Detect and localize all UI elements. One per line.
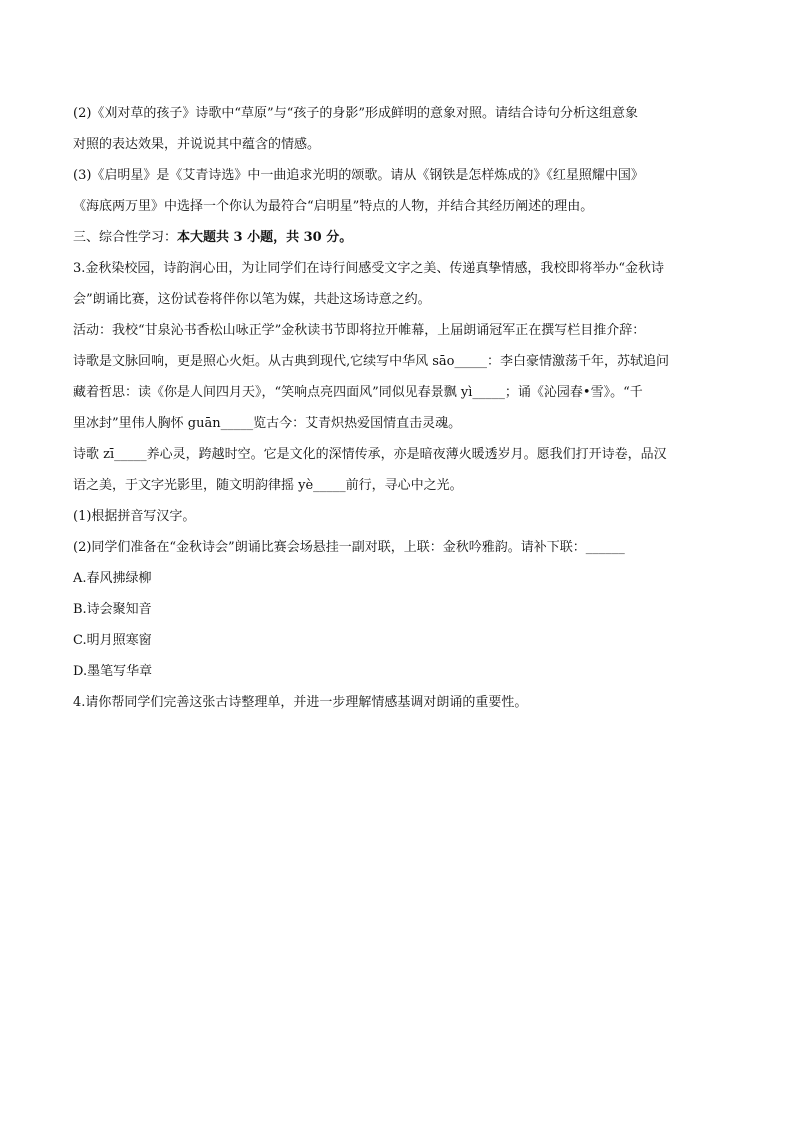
activity-line: 活动：我校“甘泉沁书香松山咏正学”金秋读书节即将拉开帷幕，上届朗诵冠军正在撰写栏目推介辞： [73, 323, 646, 338]
passage-line-3: 里冰封”里伟人胸怀 guān_____览古今：艾青炽热爱国情直击灵魂。 [73, 416, 462, 431]
question-3-line-1: (3)《启明星》是《艾青诗选》中一曲追求光明的颂歌。请从《钢铁是怎样炼成的》《红星照耀中国》 [73, 168, 644, 183]
question-2-line-1: (2)《刈对草的孩子》诗歌中“草原”与“孩子的身影”形成鲜明的意象对照。请结合诗句分析这组意象 [73, 106, 638, 121]
intro-line-1: 3.金秋染校园，诗韵润心田，为让同学们在诗行间感受文字之美、传递真挚情感，我校即将举办“金秋诗 [73, 261, 665, 276]
section-title: 三、综合性学习： [73, 230, 178, 245]
option-d: D.墨笔写华章 [73, 664, 153, 679]
option-c: C.明月照寒窗 [73, 633, 152, 648]
question-2-line-2: 对照的表达效果，并说说其中蕴含的情感。 [73, 137, 321, 152]
sub-question-2: (2)同学们准备在“金秋诗会”朗诵比赛会场悬挂一副对联，上联：金秋吟雅韵。请补下联：______ [73, 540, 625, 555]
question-3-line-2: 《海底两万里》中选择一个你认为最符合“启明星”特点的人物，并结合其经历阐述的理由。 [73, 199, 594, 214]
passage-line-1: 诗歌是文脉回响，更是照心火炬。从古典到现代‚它续写中华风 sāo_____：李白豪情激荡千年，苏轼追问 [73, 354, 670, 369]
intro-line-2: 会”朗诵比赛，这份试卷将伴你以笔为媒，共赴这场诗意之约。 [73, 292, 431, 307]
passage-line-5: 语之美，于文字光影里，随文明韵律摇 yè_____前行，寻心中之光。 [73, 478, 463, 493]
question-4: 4.请你帮同学们完善这张古诗整理单，并进一步理解情感基调对朗诵的重要性。 [73, 695, 528, 710]
option-b: B.诗会聚知音 [73, 602, 152, 617]
passage-line-4: 诗歌 zī_____养心灵，跨越时空。它是文化的深情传承，亦是暗夜薄火暖透岁月。愿我们打开诗卷，品汉 [73, 447, 667, 462]
section-info: 本大题共 3 小题，共 30 分。 [177, 230, 353, 245]
passage-line-2: 藏着哲思：读《你是人间四月天》，“笑响点亮四面风”同似见春景飘 yì_____；诵《沁园春•雪》。“千 [73, 385, 643, 400]
section-heading [73, 228, 352, 248]
sub-question-1: (1)根据拼音写汉字。 [73, 509, 196, 524]
option-a: A.春风拂绿柳 [73, 571, 152, 586]
